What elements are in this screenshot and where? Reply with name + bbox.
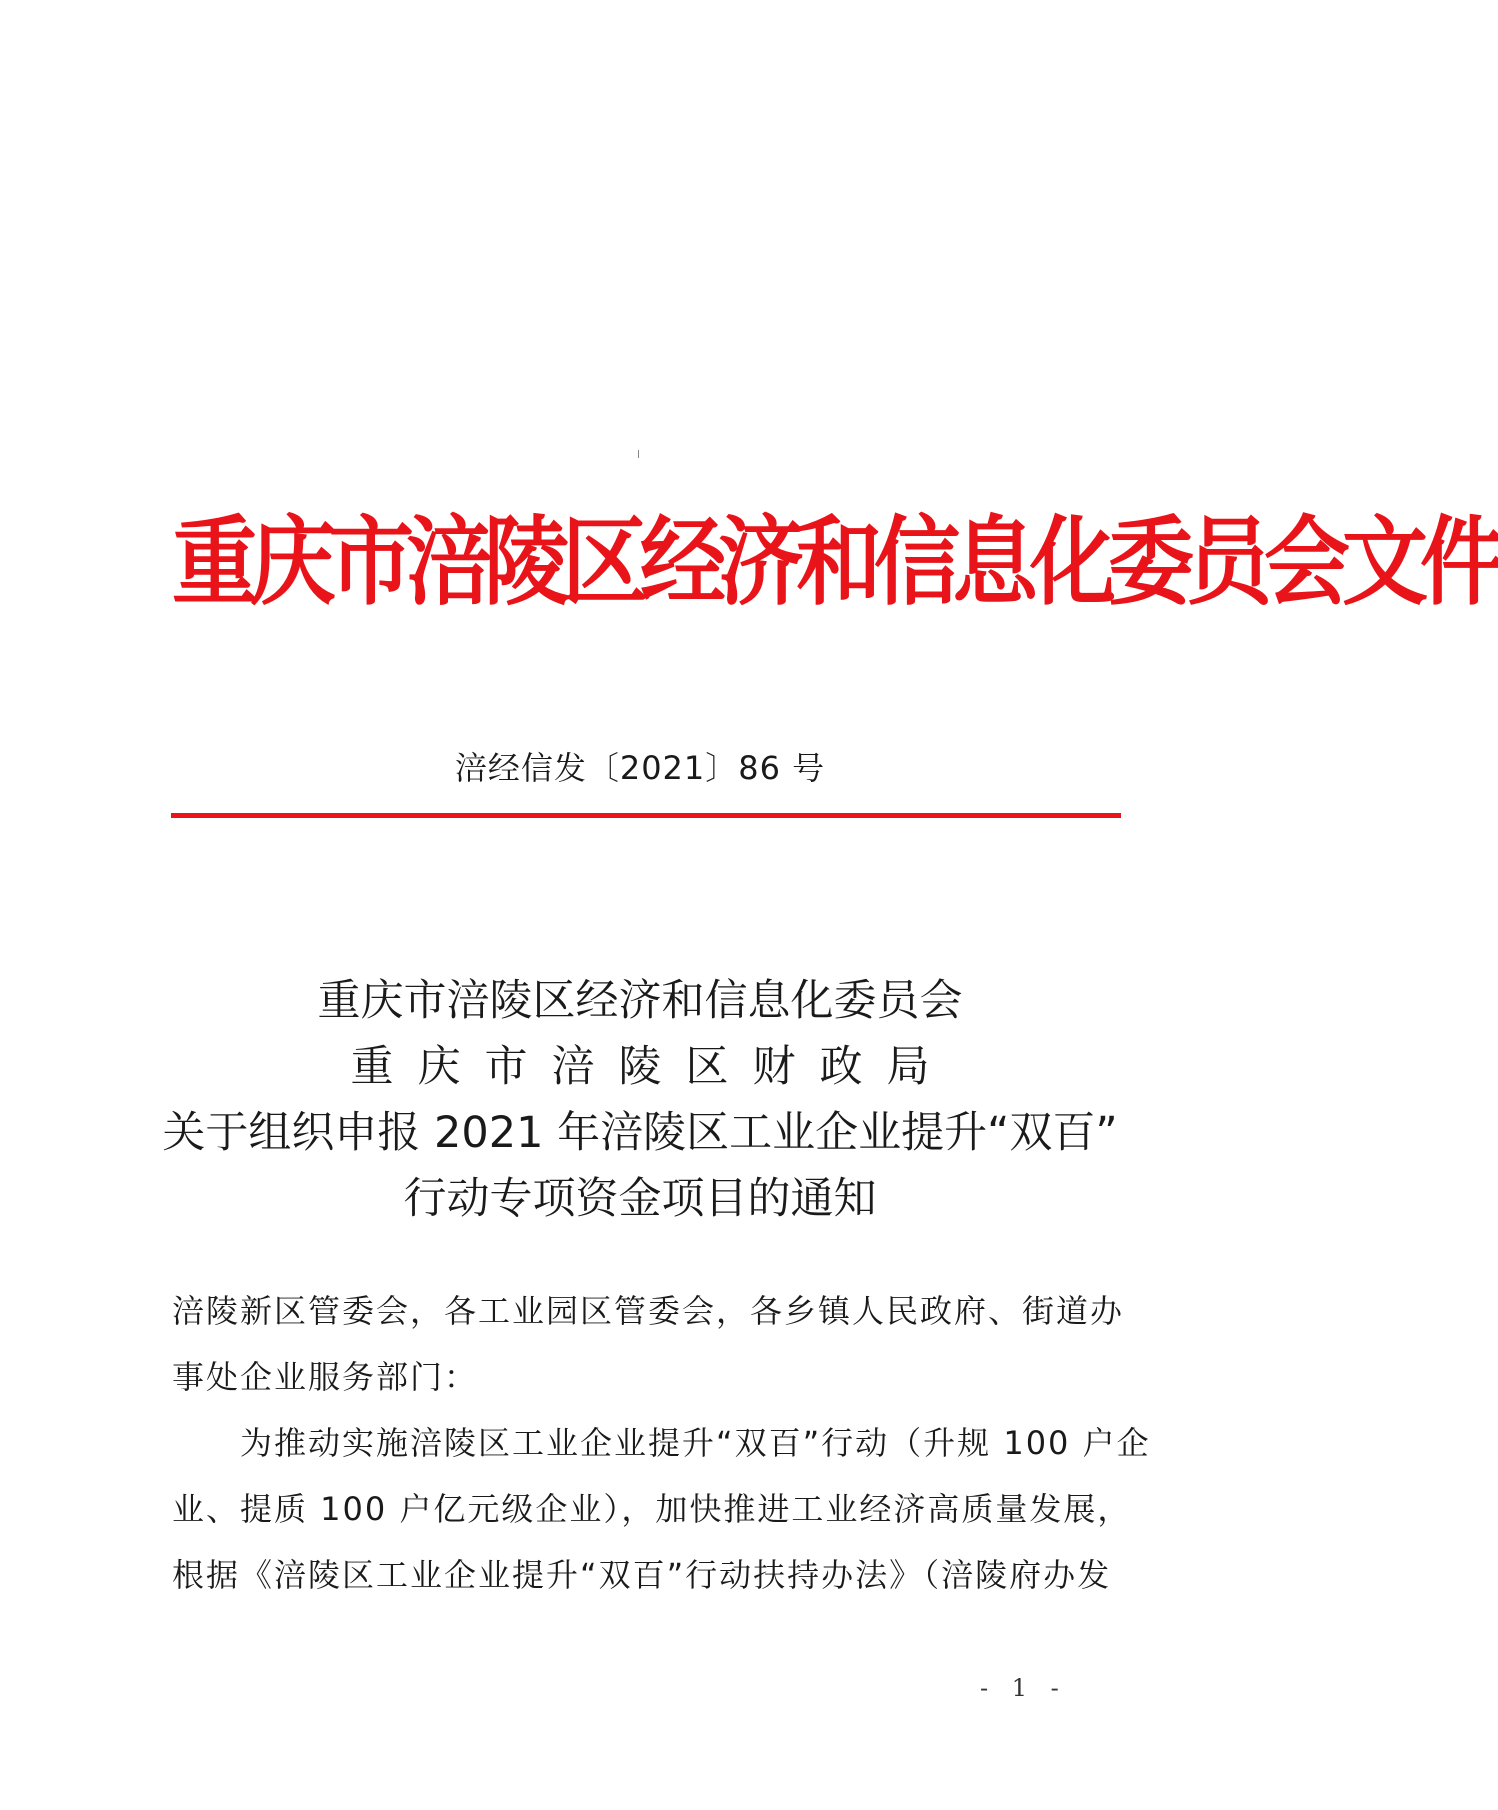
title-line-issuer-2: 重庆市涪陵区财政局 [350, 1042, 954, 1092]
document-number: 涪经信发〔2021〕86 号 [454, 749, 826, 787]
page-number: - 1 - [980, 1674, 1067, 1702]
scan-mark [638, 450, 639, 458]
document-masthead: 重庆市涪陵区经济和信息化委员会文件 [172, 507, 1498, 619]
title-line-issuer-1: 重庆市涪陵区经济和信息化委员会 [317, 976, 963, 1026]
title-line-subject-1: 关于组织申报 2021 年涪陵区工业企业提升“双百” [162, 1108, 1118, 1158]
paragraph-line-1: 为推动实施涪陵区工业企业提升“双百”行动（升规 100 户企 [240, 1424, 1151, 1462]
paragraph-line-3: 根据《涪陵区工业企业提升“双百”行动扶持办法》（涪陵府办发 [172, 1556, 1112, 1594]
recipients-line-1: 涪陵新区管委会，各工业园区管委会，各乡镇人民政府、街道办 [172, 1292, 1125, 1330]
notice-title [0, 968, 1280, 1232]
recipients-line-2: 事处企业服务部门： [172, 1358, 479, 1396]
paragraph-line-2: 业、提质 100 户亿元级企业），加快推进工业经济高质量发展， [172, 1490, 1132, 1528]
title-line-subject-2: 行动专项资金项目的通知 [403, 1174, 877, 1224]
notice-body [172, 1278, 1151, 1608]
red-divider-line [171, 813, 1121, 818]
